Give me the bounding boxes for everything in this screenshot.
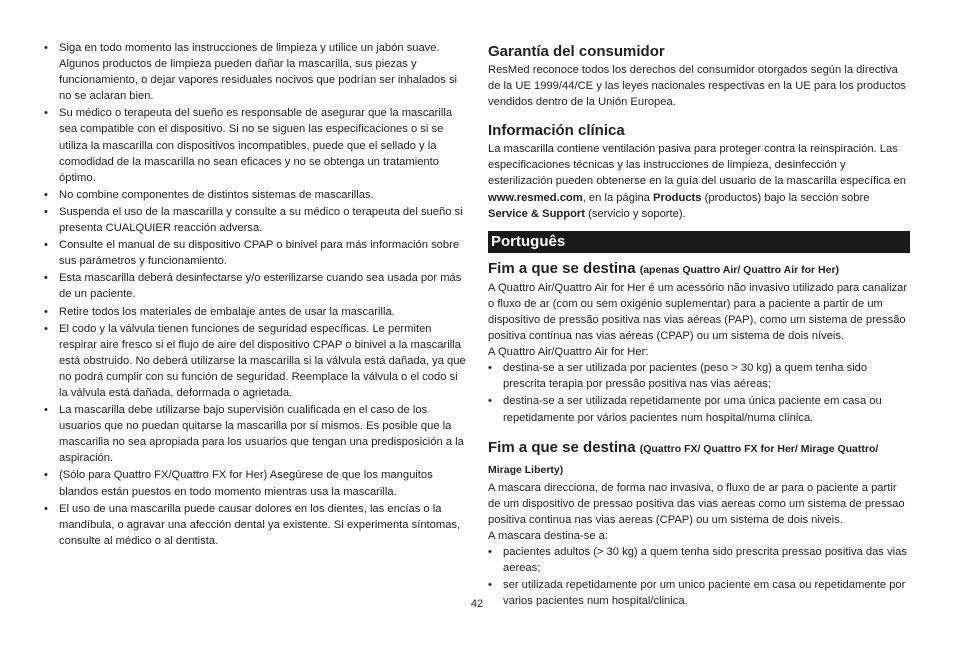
list-item: • El codo y la válvula tienen funciones de seguridad específicas. Le permiten respirar aire fresco si el flujo de aire del dispositivo CPAP o binivel a la mascarilla está obstruido. No deberá utilizarse la mascarilla si la válvula está dañada, ya que no podrá cumplir con su función de seguridad. Reemplace la válvula o el codo si la válvula está dañada, deformada o agrietada. bbox=[44, 321, 468, 401]
left-column bbox=[44, 40, 468, 550]
list-item: • Su médico o terapeuta del sueño es responsable de asegurar que la mascarilla sea compatible con el dispositivo. Si no se siguen las especificaciones o si se utiliza la mascarilla con dispositivos incompatibles, puede que el sellado y la comodidad de la mascarilla no sean eficaces y no se obtenga un tratamiento óptimo. bbox=[44, 105, 468, 185]
list-item: • destina-se a ser utilizada repetidamente por uma única paciente em casa ou repetidamente por vários pacientes num hospital/numa clínica. bbox=[488, 393, 910, 425]
portugues-banner: Português bbox=[488, 231, 910, 253]
fim2-body: A mascara direcciona, de forma nao invasiva, o fluxo de ar para o paciente a partir de um dispositivo de pressao positiva das vias aereas como um sistema de pressao positiva continua nas vias aereas (CPAP) ou um sistema de dois niveis. bbox=[488, 481, 905, 526]
right-column bbox=[488, 40, 910, 610]
list-item: • ser utilizada repetidamente por um unico paciente em casa ou repetidamente por varios pacientes num hospital/clinica. bbox=[488, 577, 910, 609]
garantia-heading: Garantía del consumidor bbox=[488, 43, 665, 60]
list-item: • pacientes adultos (> 30 kg) a quem tenha sido prescrita pressao positiva das vias aereas; bbox=[488, 544, 910, 576]
list-item: • Siga en todo momento las instrucciones de limpieza y utilice un jabón suave. Algunos productos de limpieza pueden dañar la mascarilla, sus piezas y funcionamiento, o dejar vapores residuales nocivos que podrían ser inhalados si no se aclaran bien. bbox=[44, 40, 468, 104]
warnings-list bbox=[44, 40, 468, 549]
products-label: Products bbox=[653, 191, 702, 204]
clinica-body: La mascarilla contiene ventilación pasiva para proteger contra la reinspiración. Las especificaciones técnicas y las instrucciones de limpieza, desinfección y esterilización pueden obtenerse en la guía del usuario de la mascarilla específica en www.resmed.com, en la página Products (productos) bajo la sección sobre Service & Support (servicio y soporte). bbox=[488, 143, 906, 220]
list-item: • No combine componentes de distintos sistemas de mascarillas. bbox=[44, 187, 468, 203]
fim1-list bbox=[488, 360, 910, 425]
list-item: • (Sólo para Quattro FX/Quattro FX for Her) Asegúrese de que los manguitos blandos están puestos en todo momento mientras usa la mascarilla. bbox=[44, 467, 468, 499]
resmed-link: www.resmed.com bbox=[488, 191, 583, 204]
list-item: • Suspenda el uso de la mascarilla y consulte a su médico o terapeuta del sueño si presenta CUALQUIER reacción adversa. bbox=[44, 204, 468, 236]
list-item: • destina-se a ser utilizada por pacientes (peso > 30 kg) a quem tenha sido prescrita terapia por pressão positiva nas vias aéreas; bbox=[488, 360, 910, 392]
fim2-intro: A mascara destina-se a: bbox=[488, 529, 609, 542]
garantia-body: ResMed reconoce todos los derechos del consumidor otorgados según la directiva de la UE 1999/44/CE y las leyes nacionales respectivas en la UE para los productos vendidos dentro de la Unión Europea. bbox=[488, 64, 906, 109]
fim2-heading: Fim a que se destina (Quattro FX/ Quattro FX for Her/ Mirage Quattro/ Mirage Liberty) bbox=[488, 438, 879, 476]
list-item: • El uso de una mascarilla puede causar dolores en los dientes, las encías o la mandíbula, o agravar una afección dental ya existente. Si experimenta síntomas, consulte al médico o al dentista. bbox=[44, 501, 468, 549]
fim1-heading: Fim a que se destina (apenas Quattro Air/ Quattro Air for Her) bbox=[488, 259, 840, 277]
list-item: • Consulte el manual de su dispositivo CPAP o binivel para más información sobre sus parámetros y funcionamiento. bbox=[44, 237, 468, 269]
fim1-intro: A Quattro Air/Quattro Air for Her: bbox=[488, 346, 649, 359]
page-number: 42 bbox=[470, 598, 484, 610]
list-item: • La mascarilla debe utilizarse bajo supervisión cualificada en el caso de los usuarios que no puedan quitarse la mascarilla por sí mismos. Es posible que la mascarilla no sea apropiada para los usuarios que tengan una predisposición a la aspiración. bbox=[44, 402, 468, 466]
service-label: Service & Support bbox=[488, 207, 585, 220]
list-item: • Esta mascarilla deberá desinfectarse y/o esterilizarse cuando sea usada por más de un paciente. bbox=[44, 270, 468, 302]
fim1-body: A Quattro Air/Quattro Air for Her é um acessório não invasivo utilizado para canalizar o fluxo de ar (com ou sem oxigénio suplementar) para a paciente a partir de um dispositivo de pressão positiva nas vias aéreas (PAP), como um sistema de pressão positiva contínua nas vias aéreas (CPAP) ou um sistema de dois níveis. bbox=[488, 281, 908, 343]
list-item: • Retire todos los materiales de embalaje antes de usar la mascarilla. bbox=[44, 304, 468, 320]
clinica-heading: Información clínica bbox=[488, 122, 625, 140]
